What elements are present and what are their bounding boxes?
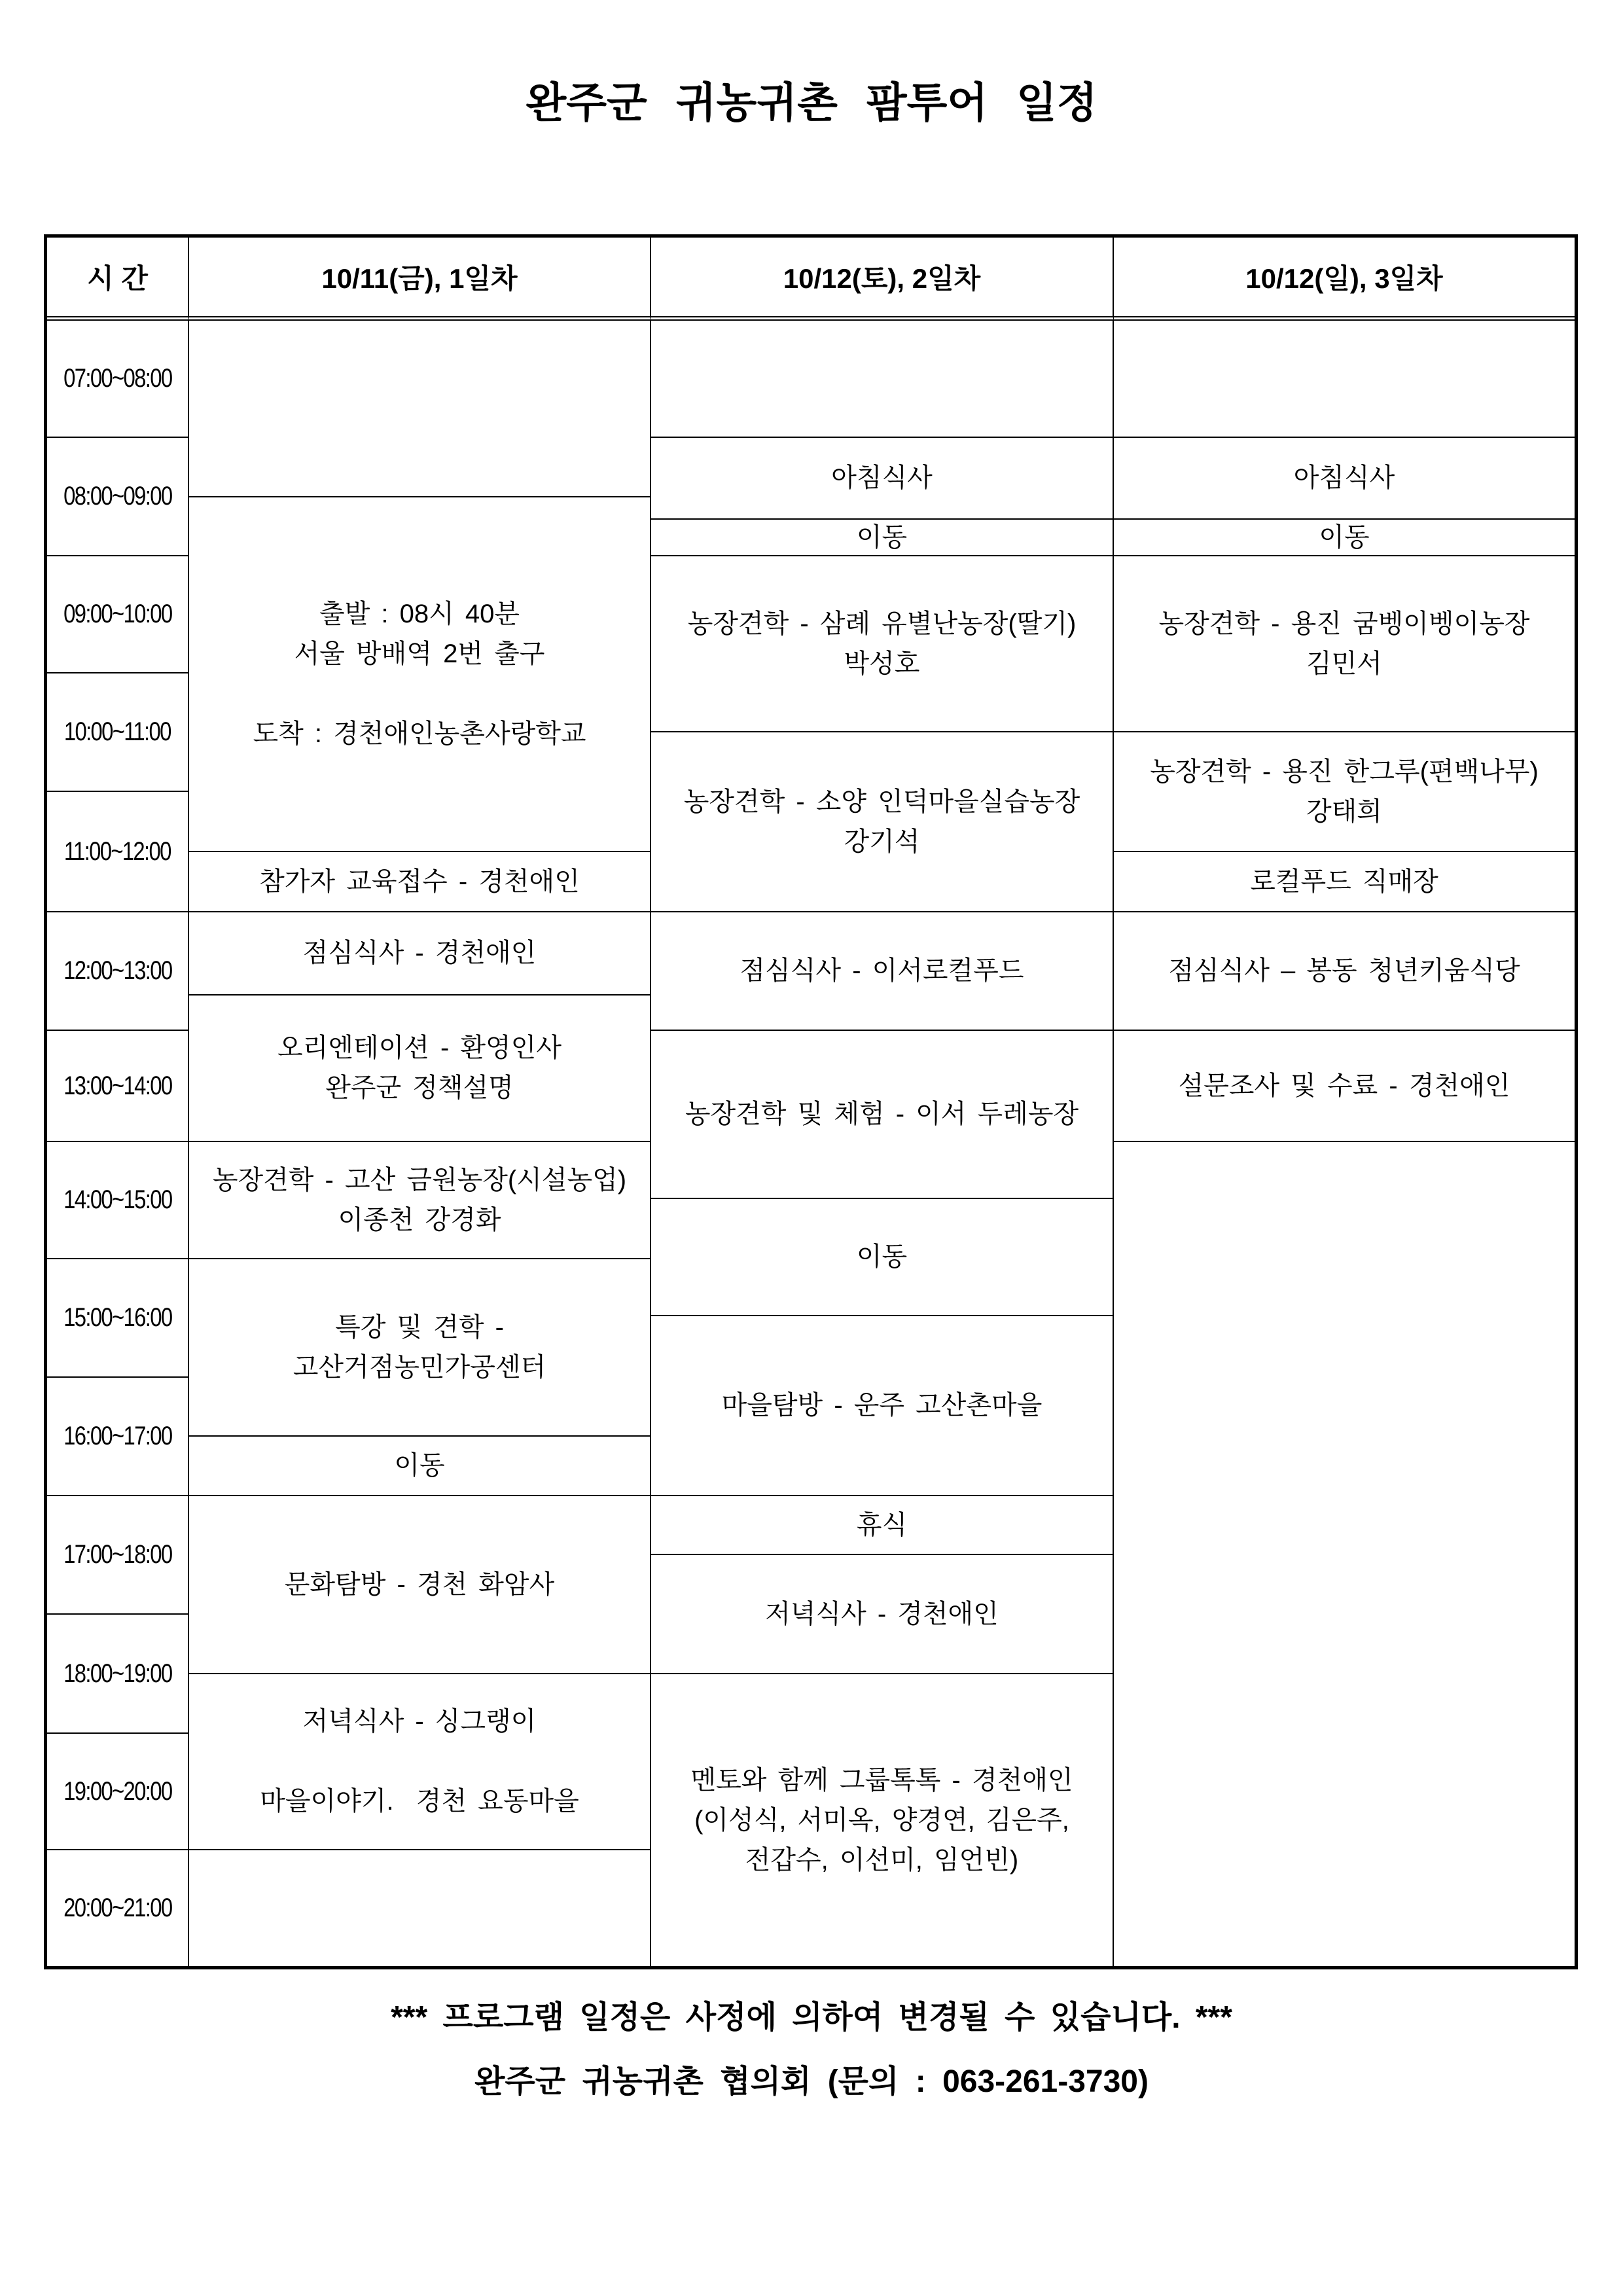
empty-cell [1114, 321, 1575, 438]
day2-activity-cell [651, 1496, 1114, 1555]
time-slot-cell [47, 673, 189, 792]
time-slot-label: 20:00~21:00 [63, 1893, 172, 1922]
activity-line: 농장견학 - 용진 한그루(편백나무) [1150, 757, 1539, 786]
activity-line: 이동 [856, 1242, 908, 1271]
time-slot-cell [47, 1378, 189, 1496]
page-title: 완주군 귀농귀촌 팜투어 일정 [526, 79, 1097, 126]
day2-activity-cell [651, 1674, 1114, 1966]
day1-activity-cell [189, 996, 651, 1142]
activity-line: 아침식사 [831, 463, 933, 492]
time-slot-cell [47, 1496, 189, 1615]
time-slot-label: 13:00~14:00 [63, 1071, 172, 1100]
time-slot-cell [47, 792, 189, 912]
time-slot-label: 16:00~17:00 [63, 1422, 172, 1450]
header-time: 시 간 [47, 238, 189, 321]
time-slot-label: 17:00~18:00 [63, 1540, 172, 1569]
time-slot-cell [47, 912, 189, 1031]
time-slot-cell [47, 1850, 189, 1966]
day2-activity-cell [651, 1555, 1114, 1674]
header-day1: 10/11(금), 1일차 [189, 238, 651, 321]
activity-line: 이종천 강경화 [338, 1205, 501, 1234]
activity-line: 김민서 [1306, 649, 1382, 678]
empty-cell [1114, 1142, 1575, 1966]
activity-line: 완주군 정책설명 [325, 1073, 514, 1102]
activity-line: 참가자 교육접수 - 경천애인 [259, 867, 580, 896]
header-day2: 10/12(토), 2일차 [651, 238, 1114, 321]
activity-line: 출발 : 08시 40분 [319, 600, 520, 628]
activity-line: 농장견학 및 체험 - 이서 두레농장 [685, 1100, 1079, 1128]
activity-line: (이성식, 서미옥, 양경연, 김은주, [694, 1805, 1069, 1835]
time-slot-label: 10:00~11:00 [64, 717, 171, 746]
time-slot-label: 19:00~20:00 [63, 1776, 172, 1806]
empty-cell [189, 321, 651, 497]
day2-activity-cell [651, 520, 1114, 556]
time-slot-label: 18:00~19:00 [63, 1659, 172, 1688]
activity-line: 강기석 [844, 827, 920, 856]
activity-line: 점심식사 - 이서로컬푸드 [740, 956, 1024, 985]
activity-line: 오리엔테이션 - 환영인사 [277, 1033, 562, 1062]
activity-line: 아침식사 [1293, 463, 1395, 492]
day1-activity-cell [189, 1437, 651, 1496]
activity-line: 멘토와 함께 그룹톡톡 - 경천애인 [690, 1765, 1073, 1795]
activity-line: 이동 [394, 1451, 445, 1480]
day2-activity-cell [651, 1031, 1114, 1199]
day2-activity-cell [651, 556, 1114, 732]
time-slot-cell [47, 1734, 189, 1850]
time-slot-cell [47, 1142, 189, 1259]
activity-line: 점심식사 – 봉동 청년키움식당 [1168, 956, 1520, 985]
time-slot-label: 15:00~16:00 [63, 1303, 172, 1332]
day2-activity-cell [651, 438, 1114, 520]
day3-activity-cell [1114, 556, 1575, 732]
activity-line: 농장견학 - 삼례 유별난농장(딸기) [687, 609, 1077, 638]
header-day3: 10/12(일), 3일차 [1114, 238, 1575, 321]
activity-line: 저녁식사 - 경천애인 [765, 1599, 999, 1628]
time-slot-cell [47, 438, 189, 556]
time-slot-label: 08:00~09:00 [63, 482, 172, 511]
footer-contact: 완주군 귀농귀촌 협의회 (문의 : 063-261-3730) [474, 2064, 1149, 2099]
time-slot-cell [47, 321, 189, 438]
activity-line: 마을이야기. 경천 요동마을 [260, 1787, 579, 1816]
activity-line: 농장견학 - 소양 인덕마을실습농장 [683, 787, 1080, 816]
activity-line: 이동 [856, 522, 908, 552]
day1-activity-cell [189, 497, 651, 852]
time-slot-label: 14:00~15:00 [63, 1185, 172, 1214]
day1-activity-cell [189, 1259, 651, 1437]
activity-line: 서울 방배역 2번 출구 [294, 639, 545, 668]
day3-activity-cell [1114, 520, 1575, 556]
activity-line: 농장견학 - 용진 굼벵이벵이농장 [1158, 609, 1530, 638]
activity-line: 전갑수, 이선미, 임언빈) [745, 1845, 1019, 1874]
time-slot-cell [47, 556, 189, 673]
time-slot-cell [47, 1259, 189, 1378]
day1-activity-cell [189, 1674, 651, 1850]
activity-line: 설문조사 및 수료 - 경천애인 [1178, 1071, 1510, 1100]
activity-line: 도착 : 경천애인농촌사랑학교 [253, 719, 586, 748]
line-spacer [416, 674, 423, 714]
day1-activity-cell [189, 852, 651, 912]
activity-line: 휴식 [856, 1510, 908, 1539]
schedule-table [44, 234, 1578, 1969]
activity-line: 고산거점농민가공센터 [293, 1352, 546, 1382]
activity-line: 저녁식사 - 싱그랭이 [302, 1707, 537, 1736]
time-slot-label: 12:00~13:00 [63, 956, 172, 985]
day3-activity-cell [1114, 852, 1575, 912]
day2-activity-cell [651, 912, 1114, 1031]
activity-line: 특강 및 견학 - [335, 1312, 504, 1342]
activity-line: 이동 [1319, 522, 1370, 552]
day1-activity-cell [189, 1496, 651, 1674]
activity-line: 점심식사 - 경천애인 [302, 939, 537, 967]
day2-activity-cell [651, 1199, 1114, 1316]
day1-activity-cell [189, 912, 651, 996]
day3-activity-cell [1114, 438, 1575, 520]
time-slot-label: 09:00~10:00 [63, 600, 172, 628]
activity-line: 로컬푸드 직매장 [1250, 867, 1438, 896]
activity-line: 문화탐방 - 경천 화암사 [284, 1570, 555, 1599]
day1-activity-cell [189, 1142, 651, 1259]
day3-activity-cell [1114, 1031, 1575, 1142]
line-spacer [416, 1742, 423, 1782]
activity-line: 농장견학 - 고산 금원농장(시설농업) [212, 1165, 627, 1194]
activity-line: 강태희 [1306, 797, 1382, 826]
day3-activity-cell [1114, 912, 1575, 1031]
empty-cell [651, 321, 1114, 438]
day2-activity-cell [651, 1316, 1114, 1496]
footer-notice: *** 프로그램 일정은 사정에 의하여 변경될 수 있습니다. *** [391, 2000, 1232, 2035]
time-slot-label: 11:00~12:00 [64, 836, 171, 866]
day2-activity-cell [651, 732, 1114, 912]
time-slot-cell [47, 1031, 189, 1142]
activity-line: 박성호 [844, 649, 920, 678]
activity-line: 마을탐방 - 운주 고산촌마을 [721, 1391, 1043, 1420]
empty-cell [189, 1850, 651, 1966]
time-slot-label: 07:00~08:00 [63, 364, 172, 393]
day3-activity-cell [1114, 732, 1575, 852]
time-slot-cell [47, 1615, 189, 1734]
